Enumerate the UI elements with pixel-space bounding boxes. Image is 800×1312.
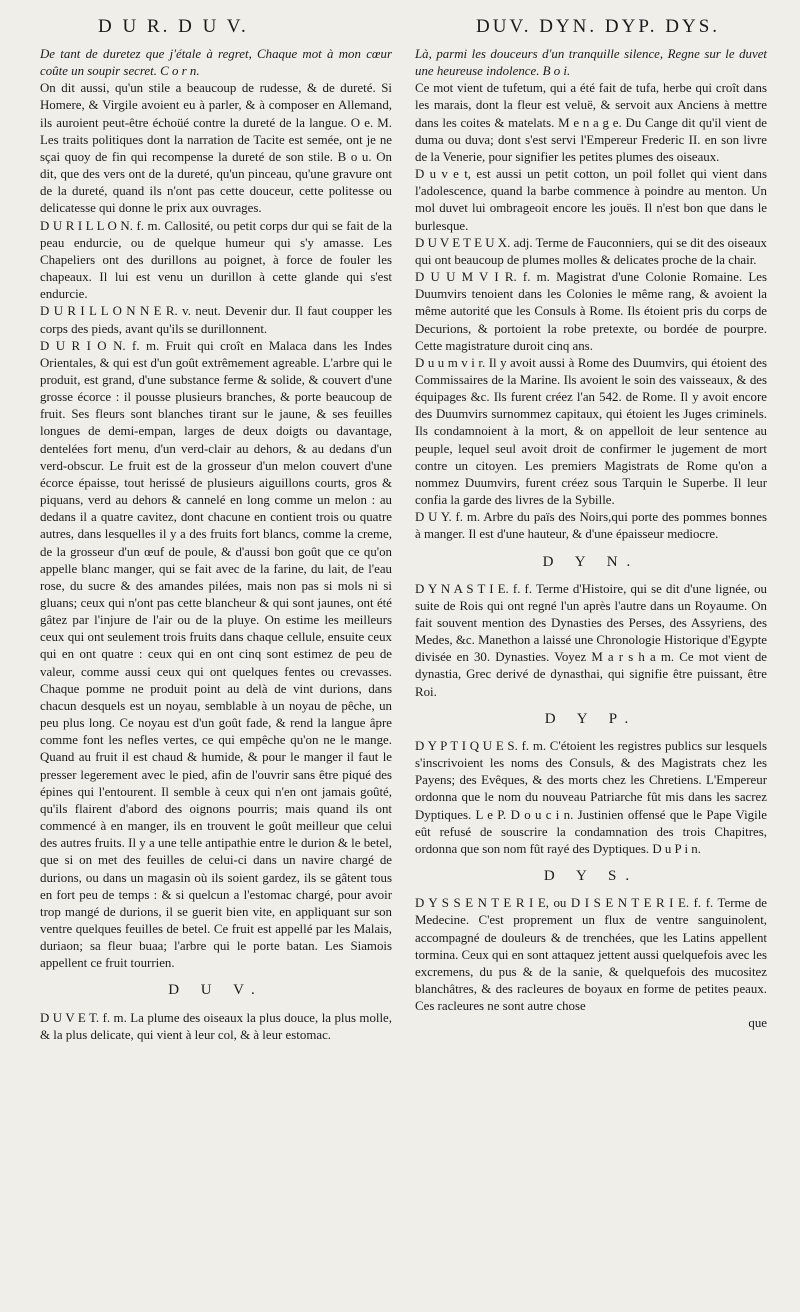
entry-duumvir-rome: D u u m v i r. Il y avoit aussi à Rome des Duumvirs, qui étoient des Commissaires de la Marine. Ils avoient le soin des vaisseaux, & des équipages &c. Ils furent créez l'an 542. de Rome. Il y avoit encore des Duumvirs surnommez capitaux, qui étoient les Juges criminels. Ils condamnoient à la mort, & on appelloit de leur sentence au peuple, lequel seul avoit droit de confirmer le jugement de mort contre un citoyen. Les premiers Magistrats de Rome qu'on a nommez Duumvirs, furent créez sous Tarquin le Superbe. Il leur confia la garde des livres de la Sybille. <box>415 355 767 508</box>
verse-quotation: Là, parmi les douceurs d'un tranquille silence, Regne sur le duvet une heureuse indolence. B o i. <box>415 47 767 79</box>
entry-dyssenterie: D Y S S E N T E R I E, ou D I S E N T E R I E. f. f. Terme de Medecine. C'est proprement un flux de ventre sanguinolent, accompagné de douleurs & de trenchées, que les Latins appellent tormina. Ceux qui en sont attaquez jettent aussi quelquefois avec les excremens, du pus & de la sanie, & quelquefois des mucositez blanchâtres, & des racleures de boyaux en forme de petites peaux. Ces racleures ne sont autre chose <box>415 896 767 1014</box>
entry-durete-continued: On dit aussi, qu'un stile a beaucoup de rudesse, & de dureté. Si Homere, & Virgile avoient eu à parler, & à composer en Allemand, ils auroient peut-être échoüé contre la dureté de la langue. O e. M. Les traits politiques dont la narration de Tacite est semée, ont je ne sçai quoy de fin qui recompense la dureté de son stile. B o u. On dit, que des vers ont de la dureté, qu'un pinceau, qu'une gravure ont de la dureté, quand ils n'ont pas cette douceur, cette politesse ou delicatesse qui donne le prix aux ouvrages. <box>40 81 392 216</box>
section-heading-duv: D U V. <box>168 982 264 999</box>
section-heading-dyn: D Y N. <box>542 553 640 570</box>
entry-durillonner: D U R I L L O N N E R. v. neut. Devenir dur. Il faut coupper les corps des pieds, avant qu'ils se durillonnent. <box>40 304 392 336</box>
running-head-right: DUV. DYN. DYP. DYS. <box>476 16 721 37</box>
left-column <box>40 46 392 1044</box>
entry-duvet: D U V E T. f. m. La plume des oiseaux la plus douce, la plus molle, & la plus delicate, qui vient à leur col, & à leur estomac. <box>40 1010 392 1042</box>
entry-dynastie: D Y N A S T I E. f. f. Terme d'Histoire, qui se dit d'une lignée, ou suite de Rois qui ont regné l'un après l'autre dans un Royaume. On fait souvent mention des Dynasties des Perses, des Assyriens, des Medes, &c. Manethon a laissé une Chronologie Historique d'Egypte divisée en 30. Dynasties. Voyez M a r s h a m. Ce mot vient de dynastia, Grec derivé de dynasthai, qui signifie être puissant, être Roi. <box>415 581 767 699</box>
entry-durillon: D U R I L L O N. f. m. Callosité, ou petit corps dur qui se fait de la peau endurcie, ou de quelque humeur qui s'y amasse. Les Chapeliers ont des durillons au poignet, à force de fouler les chapeaux. Il lui est venu un durillon à cette glande qui s'est endurcie. <box>40 218 392 302</box>
entry-duveteux: D U V E T E U X. adj. Terme de Fauconniers, qui se dit des oiseaux qui ont beaucoup de plumes molles & delicates proche de la chair. <box>415 235 767 267</box>
entry-durion: D U R I O N. f. m. Fruit qui croît en Malaca dans les Indes Orientales, & qui est d'un goût extrêmement agreable. L'arbre qui le produit, est grand, d'une substance ferme & solide, & couvert d'une grosse écorce : il pousse plusieurs branches, & porte beaucoup de fruit. Ses fleurs sont blanches tirant sur le jaune, & ses feuilles longues de demi-empan, larges de deux doigts ou davantage, dentelées fort menu, d'un verd-clair au dehors, & au dedans d'un verd-obscur. Le fruit est de la grosseur d'un melon couvert d'une écorce épaisse, tout herissé de plusieurs aiguillons courts, gros & piquans, verd au dehors & cannelé en long comme un melon : au dedans il a quatre cavitez, dont chacune en contient trois ou quatre autres, dans lesquelles il y a des fruits fort blancs, comme la creme, de la grosseur d'un œuf de poule, & d'aussi bon goût que ce qu'on appelle blanc manger, qui se fait avec de la farine, du lait, de l'eau rose, du sucre & des amandes pilées, mais non pas si mols ni si gluans; ceux qui n'ont pas cette blancheur & qui sont jaunes, ont été gâtez par l'injure de l'air ou de la pluye. On estime les meilleurs ceux qui ont seulement trois fruits dans chaque cellule, ensuite ceux qui en ont quatre : ceux qui en ont cinq sont estimez de peu de valeur, comme aussi ceux qui ont quelques fentes ou crevasses. Chaque pomme ne produit point au delà de vint durions, dans chacun desquels est un noyau, semblable à un noyau de pêche, un peu plus long. Ce noyau est d'un goût fade, & rend la langue âpre comme font les nefles vertes, ce qui empêche qu'on ne le mange. Quand au fruit il est chaud & humide, & pour le manger il faut le presser legerement avec le pied, afin de l'ouvrir sans être piqué des épines qui l'entourent. Il semble à ceux qui n'en ont jamais goûté, qu'ils flairent d'abord des oignons pourris; mais quand ils ont commencé à en manger, ils en trouvent le goût meilleur que celui des autres fruits. Il y a une telle antipathie entre le durion & le betel, que si on met des feuilles de celui-ci dans un navire chargé de durions, ou dans un magasin où ils soient gardez, ils se gâtent tous en fort peu de temps : & si quelcun a l'estomac chargé, pour avoir trop mangé de durions, il se guerit bien vite, en appliquant sur son ventre quelques feuilles de betel. Ce fruit est appellé par les Malais, duriaon; sa fleur buaa; l'arbre qui le porte batan. Les Siamois appellent ce fruit tourrien. <box>40 338 392 971</box>
section-heading-dys: D Y S. <box>543 868 639 885</box>
entry-dyptiques: D Y P T I Q U E S. f. m. C'étoient les registres publics sur lesquels s'inscrivoient les noms des Consuls, & des Magistrats chez les Payens; des Evêques, & des morts chez les Chretiens. L'Empereur ordonna que le nom du nouveau Patriarche fût mis dans les sacrez Dyptiques. L e P. D o u c i n. Justinien offensé que le Pape Vigile eût refusé de souscrire la condamnation des trois Chapitres, ordonna que son nom fût rayé des Dyptiques. D u P i n. <box>415 738 767 856</box>
entry-duy: D U Y. f. m. Arbre du païs des Noirs,qui porte des pommes bonnes à manger. Il est d'une hauteur, & d'une épaisseur mediocre. <box>415 510 767 542</box>
entry-duvet-poil: D u v e t, est aussi un petit cotton, un poil follet qui vient dans l'adolescence, quand la barbe commence à poindre au menton. Un mol duvet lui ombrageoit encore les jouës. Il n'est bon que dans le burlesque. <box>415 167 767 233</box>
catchword: que <box>748 1016 767 1031</box>
section-heading-dyp: D Y P. <box>544 710 638 727</box>
verse-quotation: De tant de duretez que j'étale à regret, Chaque mot à mon cœur coûte un soupir secret. C o r n. <box>40 47 392 79</box>
entry-duumvir: D U U M V I R. f. m. Magistrat d'une Colonie Romaine. Les Duumvirs tenoient dans les Colonies le même rang, & avoient la même autorité que les Consuls à Rome. Ils étoient pris du corps de Decurions, & portoient la robe pretexte, ou bordée de pourpre. Cette magistrature duroit cinq ans. <box>415 270 767 353</box>
running-head-left: D U R. D U V. <box>98 16 249 37</box>
entry-duvet-etymology: Ce mot vient de tufetum, qui a été fait de tufa, herbe qui croît dans les marais, dont la fleur est veluë, & servoit aux Anciens à mettre dans les coites & matelats. M e n a g e. Du Cange dit qu'il vient de duma ou duva; dont s'est servi l'Empereur Frederic II. en son livre de la Venerie, pour signifier les petites plumes des oiseaux. <box>415 81 767 164</box>
right-column <box>415 46 767 1032</box>
